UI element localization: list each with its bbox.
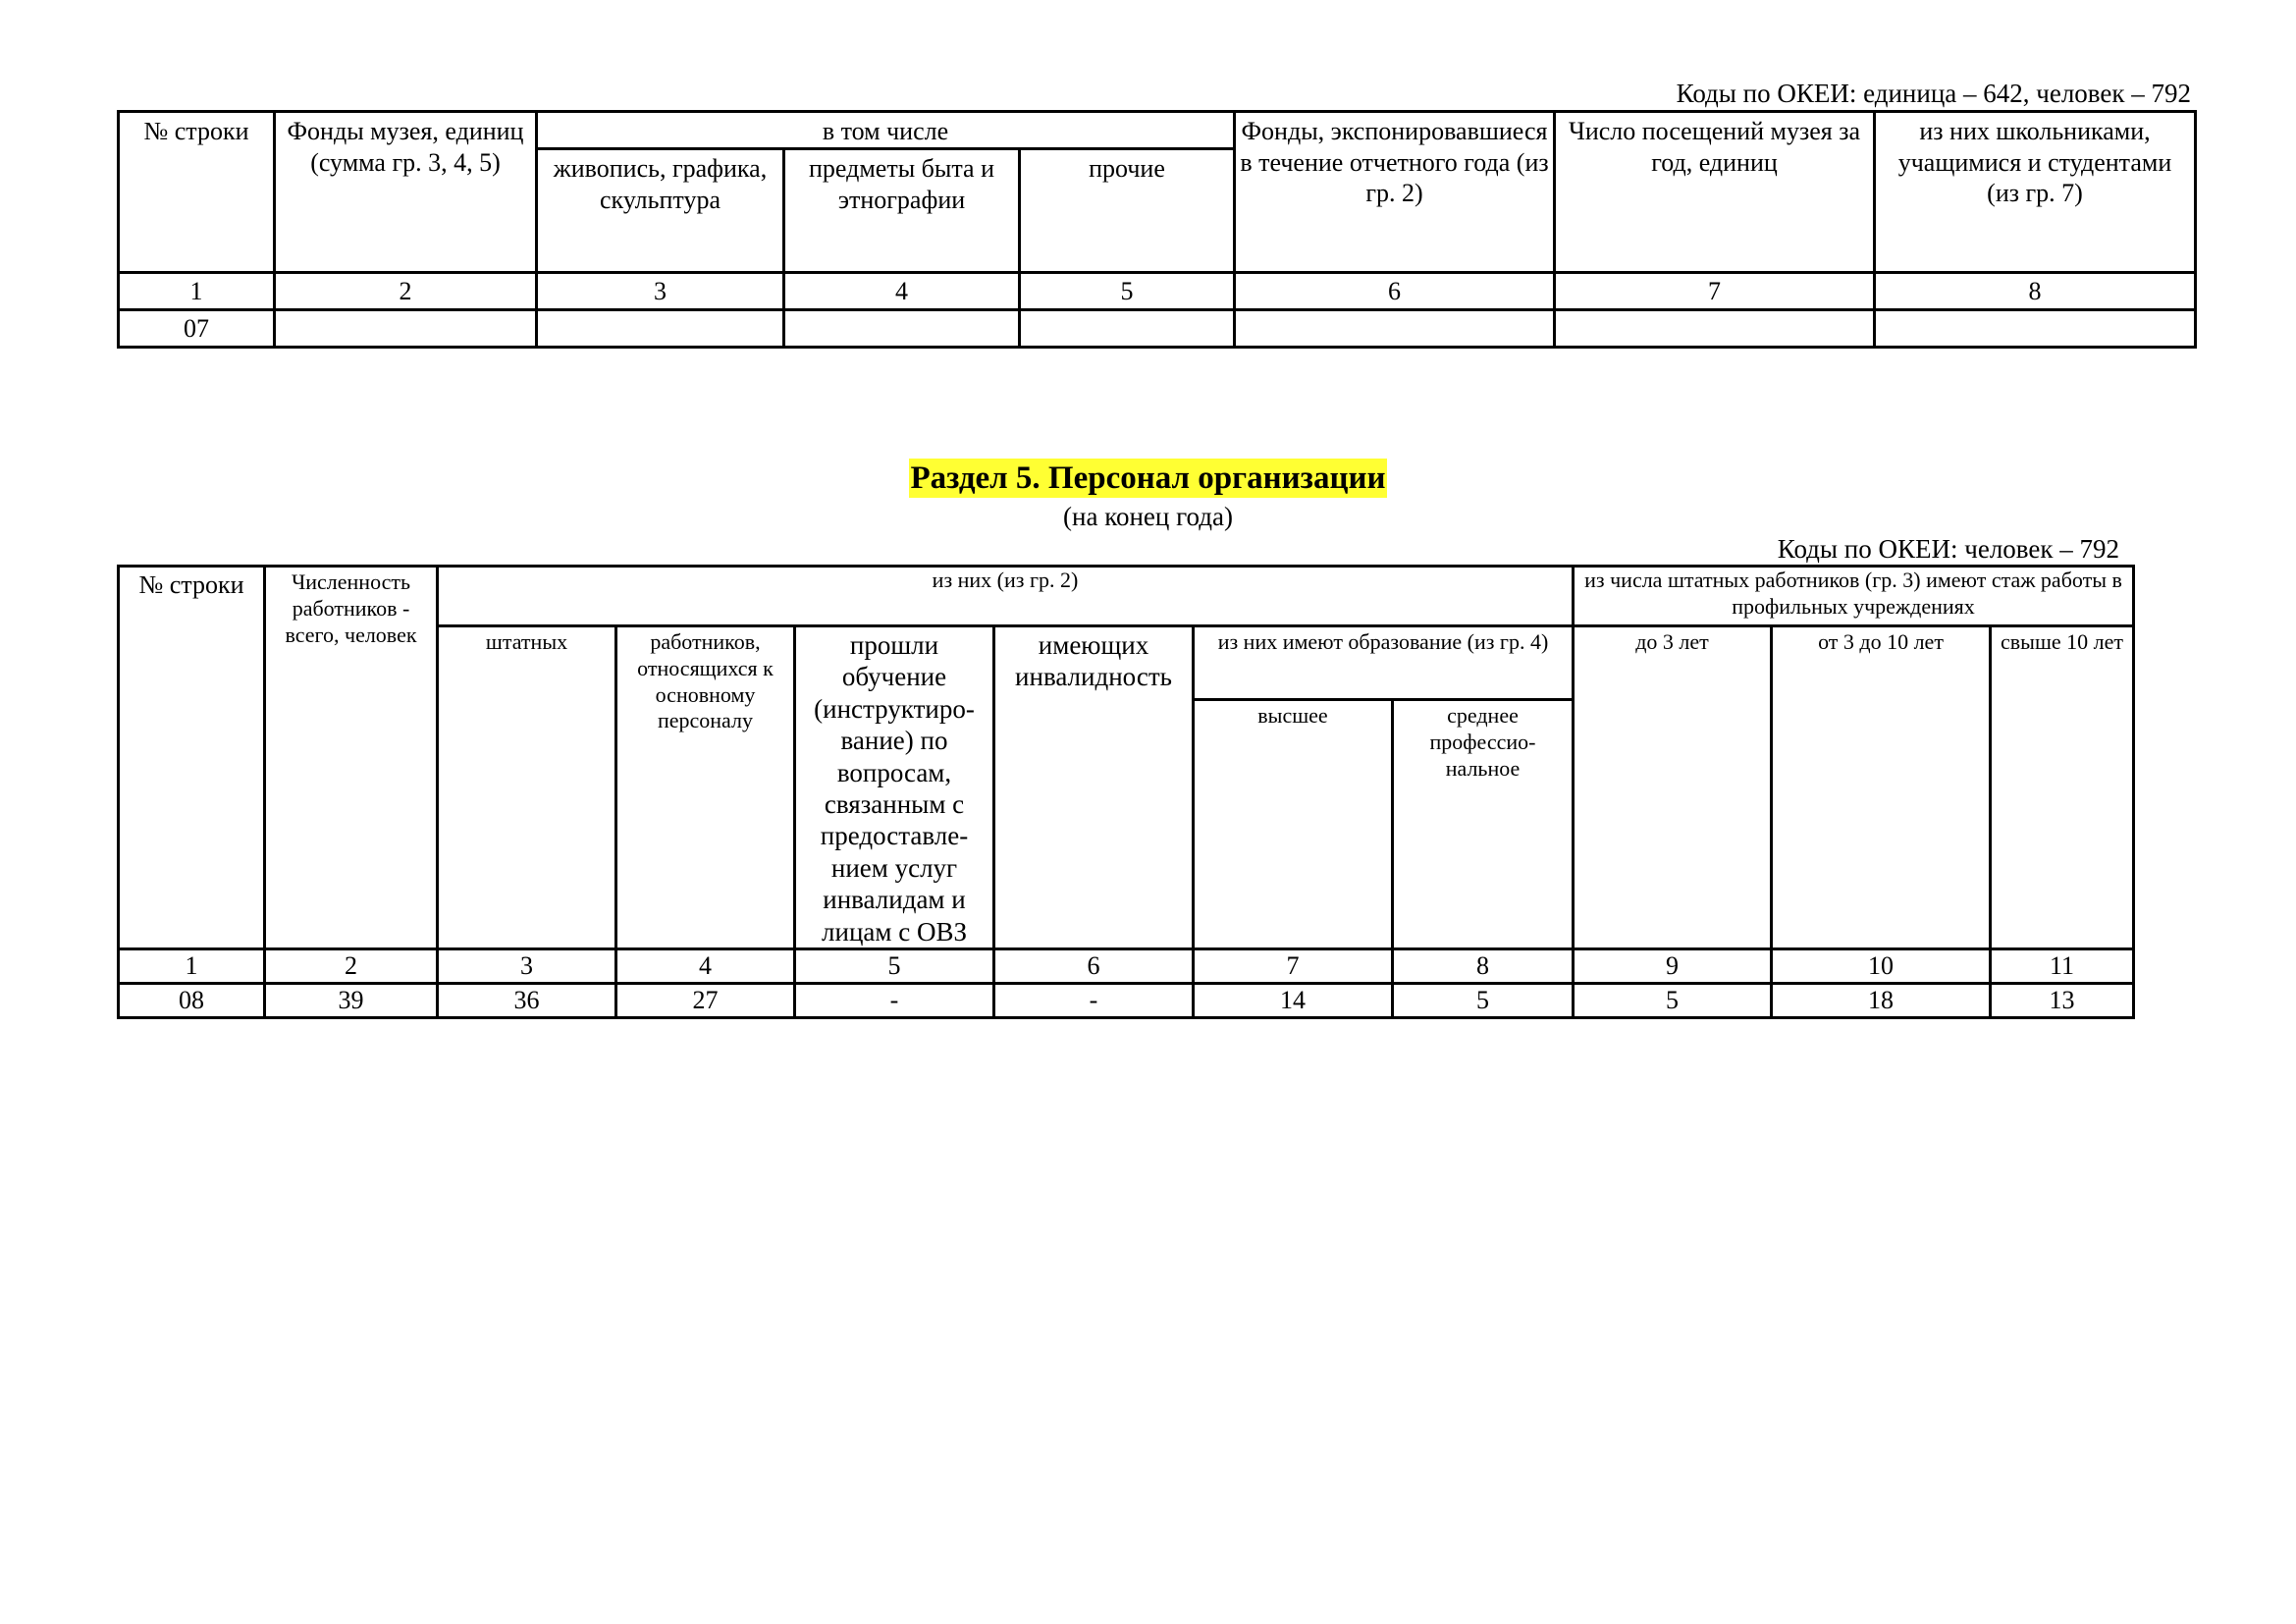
column-number: 11 xyxy=(1991,948,2134,983)
staff-table xyxy=(117,565,2135,1019)
data-cell[interactable]: 5 xyxy=(1393,983,1574,1017)
data-cell[interactable]: 27 xyxy=(616,983,795,1017)
header-with-disability: имеющих инвалидность xyxy=(994,626,1194,949)
column-number: 1 xyxy=(119,273,275,310)
column-number: 2 xyxy=(265,948,438,983)
column-number: 3 xyxy=(438,948,616,983)
okei-codes-section-4: Коды по ОКЕИ: единица – 642, человек – 792 xyxy=(1676,79,2191,108)
header-including: в том числе xyxy=(537,112,1235,149)
data-cell: 07 xyxy=(119,310,275,348)
data-cell[interactable]: - xyxy=(994,983,1194,1017)
header-household-ethnography: предметы быта и этнографии xyxy=(784,149,1020,273)
section-title-text: Раздел 5. Персонал организации xyxy=(910,460,1386,496)
header-of-them: из них (из гр. 2) xyxy=(438,567,1574,626)
data-cell[interactable]: 36 xyxy=(438,983,616,1017)
data-cell[interactable]: 14 xyxy=(1194,983,1393,1017)
header-exhibited-funds: Фонды, экспонировавшиеся в течение отчетного года (из гр. 2) xyxy=(1235,112,1555,273)
column-number: 8 xyxy=(1393,948,1574,983)
data-cell[interactable] xyxy=(784,310,1020,348)
header-disability-training: прошли обучение (инструктиро-вание) по вопросам, связанным с предоставле-нием услуг инвалидам и лицам с ОВЗ xyxy=(795,626,994,949)
column-number: 2 xyxy=(275,273,537,310)
column-number: 6 xyxy=(1235,273,1555,310)
data-cell[interactable]: 18 xyxy=(1772,983,1991,1017)
column-number: 1 xyxy=(119,948,265,983)
data-cell[interactable] xyxy=(275,310,537,348)
column-number: 5 xyxy=(1020,273,1235,310)
header-staff-experience: из числа штатных работников (гр. 3) имеют стаж работы в профильных учреждениях xyxy=(1574,567,2134,626)
data-cell[interactable]: 13 xyxy=(1991,983,2134,1017)
data-cell[interactable] xyxy=(1020,310,1235,348)
header-3-to-10-years: от 3 до 10 лет xyxy=(1772,626,1991,949)
column-number: 7 xyxy=(1555,273,1875,310)
museum-funds-table xyxy=(117,110,2197,349)
header-painting-graphics-sculpture: живопись, графика, скульптура xyxy=(537,149,784,273)
header-higher-education: высшее xyxy=(1194,700,1393,949)
data-cell[interactable] xyxy=(1235,310,1555,348)
column-number: 6 xyxy=(994,948,1194,983)
column-number: 4 xyxy=(784,273,1020,310)
header-total-staff: Численность работников - всего, человек xyxy=(265,567,438,949)
data-cell[interactable] xyxy=(1555,310,1875,348)
header-museum-funds: Фонды музея, единиц (сумма гр. 3, 4, 5) xyxy=(275,112,537,273)
header-up-to-3-years: до 3 лет xyxy=(1574,626,1772,949)
section-subtitle: (на конец года) xyxy=(1063,502,1233,531)
data-cell[interactable]: 39 xyxy=(265,983,438,1017)
column-number: 9 xyxy=(1574,948,1772,983)
header-other: прочие xyxy=(1020,149,1235,273)
data-cell: 08 xyxy=(119,983,265,1017)
header-over-10-years: свыше 10 лет xyxy=(1991,626,2134,949)
column-number: 3 xyxy=(537,273,784,310)
header-student-visits: из них школьниками, учащимися и студентами (из гр. 7) xyxy=(1875,112,2196,273)
column-number: 7 xyxy=(1194,948,1393,983)
column-number: 10 xyxy=(1772,948,1991,983)
data-cell[interactable] xyxy=(1875,310,2196,348)
data-cell[interactable]: - xyxy=(795,983,994,1017)
column-number: 5 xyxy=(795,948,994,983)
header-row-number: № строки xyxy=(119,567,265,949)
header-education: из них имеют образование (из гр. 4) xyxy=(1194,626,1574,700)
header-row-number: № строки xyxy=(119,112,275,273)
section-title xyxy=(0,462,2296,495)
data-cell[interactable] xyxy=(537,310,784,348)
header-visits: Число посещений музея за год, единиц xyxy=(1555,112,1875,273)
header-core-personnel: работников, относящихся к основному персоналу xyxy=(616,626,795,949)
okei-codes-section-5: Коды по ОКЕИ: человек – 792 xyxy=(1777,534,2119,564)
column-number: 8 xyxy=(1875,273,2196,310)
column-number: 4 xyxy=(616,948,795,983)
header-vocational-education: среднее профессио-нальное xyxy=(1393,700,1574,949)
data-cell[interactable]: 5 xyxy=(1574,983,1772,1017)
header-full-time: штатных xyxy=(438,626,616,949)
